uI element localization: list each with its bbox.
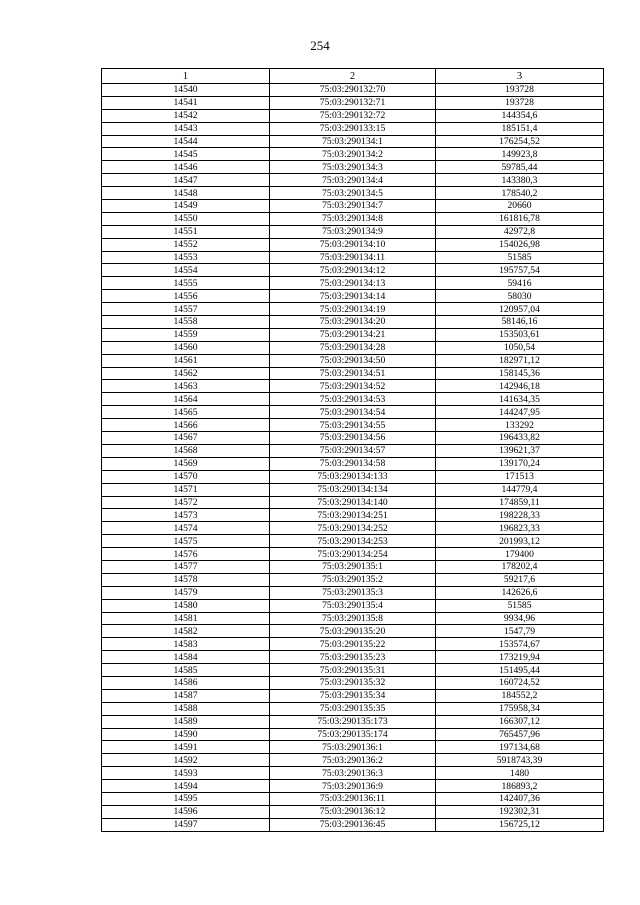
cadastral-number-cell: 75:03:290134:56 xyxy=(270,432,436,445)
row-number-cell: 14543 xyxy=(102,122,270,135)
column-header-2: 2 xyxy=(270,69,436,84)
row-number-cell: 14565 xyxy=(102,406,270,419)
area-value-cell: 59785,44 xyxy=(436,161,604,174)
table-row xyxy=(102,792,604,805)
table-row xyxy=(102,483,604,496)
area-value-cell: 173219,94 xyxy=(436,651,604,664)
cadastral-number-cell: 75:03:290134:4 xyxy=(270,174,436,187)
row-number-cell: 14575 xyxy=(102,535,270,548)
row-number-cell: 14573 xyxy=(102,509,270,522)
table-row xyxy=(102,509,604,522)
table-row xyxy=(102,457,604,470)
table-row xyxy=(102,303,604,316)
cadastral-number-cell: 75:03:290134:55 xyxy=(270,419,436,432)
table-row xyxy=(102,238,604,251)
area-value-cell: 193728 xyxy=(436,96,604,109)
area-value-cell: 175958,34 xyxy=(436,702,604,715)
row-number-cell: 14597 xyxy=(102,818,270,831)
area-value-cell: 1547,79 xyxy=(436,625,604,638)
area-value-cell: 174859,11 xyxy=(436,496,604,509)
cadastral-number-cell: 75:03:290136:11 xyxy=(270,792,436,805)
row-number-cell: 14572 xyxy=(102,496,270,509)
cadastral-number-cell: 75:03:290132:71 xyxy=(270,96,436,109)
area-value-cell: 144779,4 xyxy=(436,483,604,496)
area-value-cell: 184552,2 xyxy=(436,689,604,702)
area-value-cell: 142626,6 xyxy=(436,586,604,599)
row-number-cell: 14555 xyxy=(102,277,270,290)
area-value-cell: 9934,96 xyxy=(436,612,604,625)
row-number-cell: 14556 xyxy=(102,290,270,303)
area-value-cell: 171513 xyxy=(436,470,604,483)
row-number-cell: 14591 xyxy=(102,741,270,754)
area-value-cell: 139621,37 xyxy=(436,444,604,457)
row-number-cell: 14583 xyxy=(102,638,270,651)
row-number-cell: 14595 xyxy=(102,792,270,805)
table-row xyxy=(102,109,604,122)
table-row xyxy=(102,161,604,174)
area-value-cell: 51585 xyxy=(436,251,604,264)
table-row xyxy=(102,689,604,702)
table-row xyxy=(102,535,604,548)
row-number-cell: 14549 xyxy=(102,200,270,213)
cadastral-number-cell: 75:03:290132:72 xyxy=(270,109,436,122)
area-value-cell: 160724,52 xyxy=(436,676,604,689)
cadastral-number-cell: 75:03:290136:3 xyxy=(270,767,436,780)
table-row xyxy=(102,573,604,586)
cadastral-number-cell: 75:03:290135:31 xyxy=(270,664,436,677)
area-value-cell: 144354,6 xyxy=(436,109,604,122)
row-number-cell: 14594 xyxy=(102,780,270,793)
table-body xyxy=(102,84,604,832)
row-number-cell: 14551 xyxy=(102,225,270,238)
area-value-cell: 59217,6 xyxy=(436,573,604,586)
area-value-cell: 149923,8 xyxy=(436,148,604,161)
cadastral-number-cell: 75:03:290134:2 xyxy=(270,148,436,161)
table-row xyxy=(102,225,604,238)
table-row xyxy=(102,805,604,818)
cadastral-number-cell: 75:03:290134:5 xyxy=(270,187,436,200)
cadastral-number-cell: 75:03:290134:58 xyxy=(270,457,436,470)
cadastral-number-cell: 75:03:290134:7 xyxy=(270,200,436,213)
cadastral-number-cell: 75:03:290135:34 xyxy=(270,689,436,702)
table-row xyxy=(102,702,604,715)
cadastral-number-cell: 75:03:290134:10 xyxy=(270,238,436,251)
cadastral-number-cell: 75:03:290134:14 xyxy=(270,290,436,303)
row-number-cell: 14559 xyxy=(102,328,270,341)
area-value-cell: 156725,12 xyxy=(436,818,604,831)
area-value-cell: 143380,3 xyxy=(436,174,604,187)
table-row xyxy=(102,522,604,535)
row-number-cell: 14579 xyxy=(102,586,270,599)
table-row xyxy=(102,200,604,213)
cadastral-number-cell: 75:03:290134:13 xyxy=(270,277,436,290)
area-value-cell: 42972,8 xyxy=(436,225,604,238)
cadastral-number-cell: 75:03:290135:2 xyxy=(270,573,436,586)
area-value-cell: 151495,44 xyxy=(436,664,604,677)
area-value-cell: 196433,82 xyxy=(436,432,604,445)
cadastral-number-cell: 75:03:290135:22 xyxy=(270,638,436,651)
row-number-cell: 14545 xyxy=(102,148,270,161)
table-row xyxy=(102,122,604,135)
area-value-cell: 20660 xyxy=(436,200,604,213)
row-number-cell: 14589 xyxy=(102,715,270,728)
table-row xyxy=(102,599,604,612)
table-row xyxy=(102,84,604,97)
row-number-cell: 14563 xyxy=(102,380,270,393)
table-header-row xyxy=(102,69,604,84)
table-row xyxy=(102,316,604,329)
table-row xyxy=(102,277,604,290)
cadastral-number-cell: 75:03:290134:133 xyxy=(270,470,436,483)
cadastral-number-cell: 75:03:290132:70 xyxy=(270,84,436,97)
table-row xyxy=(102,741,604,754)
table-row xyxy=(102,419,604,432)
row-number-cell: 14546 xyxy=(102,161,270,174)
area-value-cell: 765457,96 xyxy=(436,728,604,741)
row-number-cell: 14547 xyxy=(102,174,270,187)
row-number-cell: 14548 xyxy=(102,187,270,200)
area-value-cell: 178540,2 xyxy=(436,187,604,200)
row-number-cell: 14561 xyxy=(102,354,270,367)
cadastral-number-cell: 75:03:290134:9 xyxy=(270,225,436,238)
table-row xyxy=(102,148,604,161)
row-number-cell: 14592 xyxy=(102,754,270,767)
row-number-cell: 14560 xyxy=(102,341,270,354)
row-number-cell: 14558 xyxy=(102,316,270,329)
area-value-cell: 1480 xyxy=(436,767,604,780)
cadastral-number-cell: 75:03:290134:54 xyxy=(270,406,436,419)
cadastral-number-cell: 75:03:290134:28 xyxy=(270,341,436,354)
table-row xyxy=(102,715,604,728)
table-row xyxy=(102,818,604,831)
area-value-cell: 142946,18 xyxy=(436,380,604,393)
row-number-cell: 14584 xyxy=(102,651,270,664)
table-row xyxy=(102,393,604,406)
cadastral-number-cell: 75:03:290134:140 xyxy=(270,496,436,509)
cadastral-number-cell: 75:03:290135:1 xyxy=(270,560,436,573)
area-value-cell: 5918743,39 xyxy=(436,754,604,767)
area-value-cell: 153574,67 xyxy=(436,638,604,651)
cadastral-number-cell: 75:03:290136:9 xyxy=(270,780,436,793)
area-value-cell: 179400 xyxy=(436,548,604,561)
row-number-cell: 14587 xyxy=(102,689,270,702)
row-number-cell: 14557 xyxy=(102,303,270,316)
cadastral-number-cell: 75:03:290134:51 xyxy=(270,367,436,380)
cadastral-number-cell: 75:03:290134:53 xyxy=(270,393,436,406)
land-parcel-table xyxy=(101,68,604,832)
cadastral-number-cell: 75:03:290135:23 xyxy=(270,651,436,664)
row-number-cell: 14567 xyxy=(102,432,270,445)
row-number-cell: 14541 xyxy=(102,96,270,109)
cadastral-number-cell: 75:03:290135:20 xyxy=(270,625,436,638)
area-value-cell: 166307,12 xyxy=(436,715,604,728)
area-value-cell: 196823,33 xyxy=(436,522,604,535)
row-number-cell: 14581 xyxy=(102,612,270,625)
row-number-cell: 14588 xyxy=(102,702,270,715)
table-row xyxy=(102,341,604,354)
table-row xyxy=(102,432,604,445)
cadastral-number-cell: 75:03:290134:1 xyxy=(270,135,436,148)
table-row xyxy=(102,548,604,561)
table-row xyxy=(102,264,604,277)
cadastral-number-cell: 75:03:290136:1 xyxy=(270,741,436,754)
cadastral-number-cell: 75:03:290134:50 xyxy=(270,354,436,367)
cadastral-number-cell: 75:03:290134:134 xyxy=(270,483,436,496)
table-row xyxy=(102,187,604,200)
table-row xyxy=(102,496,604,509)
area-value-cell: 158145,36 xyxy=(436,367,604,380)
row-number-cell: 14553 xyxy=(102,251,270,264)
row-number-cell: 14550 xyxy=(102,212,270,225)
area-value-cell: 154026,98 xyxy=(436,238,604,251)
row-number-cell: 14566 xyxy=(102,419,270,432)
cadastral-number-cell: 75:03:290135:32 xyxy=(270,676,436,689)
row-number-cell: 14562 xyxy=(102,367,270,380)
row-number-cell: 14593 xyxy=(102,767,270,780)
row-number-cell: 14542 xyxy=(102,109,270,122)
row-number-cell: 14540 xyxy=(102,84,270,97)
row-number-cell: 14578 xyxy=(102,573,270,586)
area-value-cell: 144247,95 xyxy=(436,406,604,419)
area-value-cell: 58030 xyxy=(436,290,604,303)
table-row xyxy=(102,251,604,264)
table-row xyxy=(102,444,604,457)
table-row xyxy=(102,174,604,187)
row-number-cell: 14576 xyxy=(102,548,270,561)
table-row xyxy=(102,612,604,625)
cadastral-number-cell: 75:03:290135:8 xyxy=(270,612,436,625)
row-number-cell: 14574 xyxy=(102,522,270,535)
cadastral-number-cell: 75:03:290134:21 xyxy=(270,328,436,341)
row-number-cell: 14570 xyxy=(102,470,270,483)
cadastral-number-cell: 75:03:290135:174 xyxy=(270,728,436,741)
area-value-cell: 139170,24 xyxy=(436,457,604,470)
area-value-cell: 120957,04 xyxy=(436,303,604,316)
row-number-cell: 14569 xyxy=(102,457,270,470)
area-value-cell: 198228,33 xyxy=(436,509,604,522)
area-value-cell: 197134,68 xyxy=(436,741,604,754)
table-row xyxy=(102,638,604,651)
table-row xyxy=(102,96,604,109)
table-row xyxy=(102,754,604,767)
row-number-cell: 14554 xyxy=(102,264,270,277)
cadastral-number-cell: 75:03:290135:3 xyxy=(270,586,436,599)
table-row xyxy=(102,470,604,483)
cadastral-number-cell: 75:03:290134:3 xyxy=(270,161,436,174)
area-value-cell: 176254,52 xyxy=(436,135,604,148)
cadastral-number-cell: 75:03:290135:4 xyxy=(270,599,436,612)
area-value-cell: 133292 xyxy=(436,419,604,432)
row-number-cell: 14580 xyxy=(102,599,270,612)
cadastral-number-cell: 75:03:290134:252 xyxy=(270,522,436,535)
cadastral-number-cell: 75:03:290136:2 xyxy=(270,754,436,767)
cadastral-number-cell: 75:03:290134:251 xyxy=(270,509,436,522)
row-number-cell: 14590 xyxy=(102,728,270,741)
row-number-cell: 14544 xyxy=(102,135,270,148)
cadastral-number-cell: 75:03:290134:57 xyxy=(270,444,436,457)
area-value-cell: 185151,4 xyxy=(436,122,604,135)
area-value-cell: 51585 xyxy=(436,599,604,612)
area-value-cell: 186893,2 xyxy=(436,780,604,793)
column-header-3: 3 xyxy=(436,69,604,84)
area-value-cell: 178202,4 xyxy=(436,560,604,573)
row-number-cell: 14571 xyxy=(102,483,270,496)
cadastral-number-cell: 75:03:290135:35 xyxy=(270,702,436,715)
table-row xyxy=(102,780,604,793)
table-row xyxy=(102,354,604,367)
cadastral-number-cell: 75:03:290134:8 xyxy=(270,212,436,225)
table-row xyxy=(102,664,604,677)
page-number: 254 xyxy=(310,38,330,53)
table-row xyxy=(102,767,604,780)
area-value-cell: 58146,16 xyxy=(436,316,604,329)
table-row xyxy=(102,625,604,638)
area-value-cell: 161816,78 xyxy=(436,212,604,225)
row-number-cell: 14585 xyxy=(102,664,270,677)
area-value-cell: 153503,61 xyxy=(436,328,604,341)
cadastral-number-cell: 75:03:290133:15 xyxy=(270,122,436,135)
cadastral-number-cell: 75:03:290134:254 xyxy=(270,548,436,561)
area-value-cell: 195757,54 xyxy=(436,264,604,277)
table-row xyxy=(102,676,604,689)
area-value-cell: 1050,54 xyxy=(436,341,604,354)
cadastral-number-cell: 75:03:290134:52 xyxy=(270,380,436,393)
cadastral-number-cell: 75:03:290134:12 xyxy=(270,264,436,277)
row-number-cell: 14552 xyxy=(102,238,270,251)
row-number-cell: 14577 xyxy=(102,560,270,573)
table-row xyxy=(102,380,604,393)
cadastral-number-cell: 75:03:290135:173 xyxy=(270,715,436,728)
area-value-cell: 201993,12 xyxy=(436,535,604,548)
cadastral-number-cell: 75:03:290134:11 xyxy=(270,251,436,264)
table-row xyxy=(102,328,604,341)
area-value-cell: 182971,12 xyxy=(436,354,604,367)
row-number-cell: 14568 xyxy=(102,444,270,457)
cadastral-number-cell: 75:03:290134:253 xyxy=(270,535,436,548)
table-row xyxy=(102,651,604,664)
table-row xyxy=(102,406,604,419)
table-row xyxy=(102,728,604,741)
table-row xyxy=(102,586,604,599)
cadastral-number-cell: 75:03:290136:12 xyxy=(270,805,436,818)
area-value-cell: 141634,35 xyxy=(436,393,604,406)
cadastral-number-cell: 75:03:290134:20 xyxy=(270,316,436,329)
area-value-cell: 192302,31 xyxy=(436,805,604,818)
table-row xyxy=(102,560,604,573)
area-value-cell: 193728 xyxy=(436,84,604,97)
area-value-cell: 142407,36 xyxy=(436,792,604,805)
row-number-cell: 14596 xyxy=(102,805,270,818)
table-header xyxy=(102,69,604,84)
area-value-cell: 59416 xyxy=(436,277,604,290)
table-row xyxy=(102,367,604,380)
table-row xyxy=(102,212,604,225)
cadastral-number-cell: 75:03:290134:19 xyxy=(270,303,436,316)
table-row xyxy=(102,290,604,303)
row-number-cell: 14586 xyxy=(102,676,270,689)
column-header-1: 1 xyxy=(102,69,270,84)
row-number-cell: 14582 xyxy=(102,625,270,638)
table-row xyxy=(102,135,604,148)
row-number-cell: 14564 xyxy=(102,393,270,406)
cadastral-number-cell: 75:03:290136:45 xyxy=(270,818,436,831)
